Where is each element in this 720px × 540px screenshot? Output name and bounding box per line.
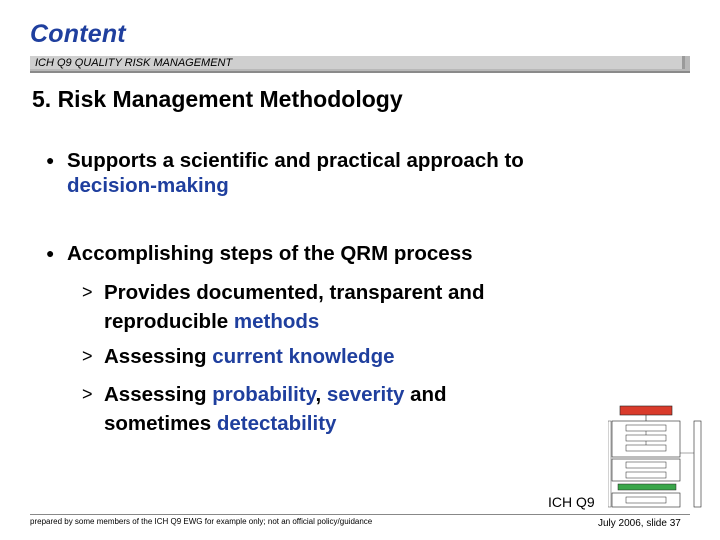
qrm-process-diagram-thumbnail bbox=[608, 403, 704, 511]
diagram-start-box bbox=[620, 406, 672, 415]
diagram-step-box bbox=[626, 497, 666, 503]
sub-bullet-marker: > bbox=[82, 282, 93, 302]
sub-bullet-3 bbox=[82, 380, 447, 438]
bullet-text-line1: Supports a scientific and practical approach to bbox=[67, 149, 524, 172]
sub-bullet-marker: > bbox=[82, 384, 93, 404]
bullet-1 bbox=[46, 148, 524, 198]
sub-bullet-text bbox=[104, 342, 395, 371]
bullet-marker: ● bbox=[46, 152, 55, 168]
sub-bullet-line2: sometimes bbox=[104, 412, 217, 435]
sub-bullet-2 bbox=[82, 342, 395, 371]
sub-bullet-line1a: Assessing bbox=[104, 383, 213, 406]
bullet-text: Accomplishing steps of the QRM process bbox=[67, 242, 473, 265]
diagram-side-bar bbox=[694, 421, 701, 507]
bullet-text-emphasis: decision-making bbox=[67, 174, 229, 197]
sub-bullet-line1: Provides documented, transparent and bbox=[104, 281, 485, 304]
footer-divider bbox=[30, 514, 690, 515]
footer-slide-info: July 2006, slide 37 bbox=[598, 518, 681, 529]
sub-bullet-emphasis: methods bbox=[233, 310, 320, 333]
diagram-green-bar bbox=[618, 484, 676, 490]
header-title: Content bbox=[30, 20, 126, 48]
sub-bullet-marker: > bbox=[82, 346, 93, 366]
sub-bullet-line1c: and bbox=[404, 383, 447, 406]
sub-bullet-text bbox=[104, 380, 447, 438]
bullet-text bbox=[67, 148, 524, 198]
header-subtitle: ICH Q9 QUALITY RISK MANAGEMENT bbox=[35, 57, 233, 69]
sub-bullet-1 bbox=[82, 278, 484, 336]
diagram-step-box bbox=[626, 472, 666, 478]
sub-bullet-emphasis-detectability: detectability bbox=[216, 412, 337, 435]
sub-bullet-emphasis-probability: probability bbox=[212, 383, 316, 406]
bullet-marker: ● bbox=[46, 245, 55, 261]
header-bar bbox=[30, 56, 690, 73]
diagram-caption: ICH Q9 bbox=[548, 494, 595, 510]
sub-bullet-line1b: , bbox=[315, 383, 327, 406]
diagram-step-box bbox=[626, 445, 666, 451]
sub-bullet-emphasis: current knowledge bbox=[212, 345, 395, 368]
sub-bullet-emphasis-severity: severity bbox=[326, 383, 405, 406]
diagram-step-box bbox=[626, 435, 666, 441]
diagram-step-box bbox=[626, 425, 666, 431]
header-bar-inner bbox=[30, 56, 685, 69]
slide-heading: 5. Risk Management Methodology bbox=[32, 86, 403, 112]
diagram-step-box bbox=[626, 462, 666, 468]
diagram-left-bar bbox=[608, 421, 611, 507]
sub-bullet-text bbox=[104, 278, 484, 336]
sub-bullet-line2: reproducible bbox=[104, 310, 234, 333]
footer-note: prepared by some members of the ICH Q9 EWG for example only; not an official policy/guidance bbox=[30, 517, 373, 526]
sub-bullet-line1: Assessing bbox=[104, 345, 213, 368]
bullet-2 bbox=[46, 241, 473, 266]
